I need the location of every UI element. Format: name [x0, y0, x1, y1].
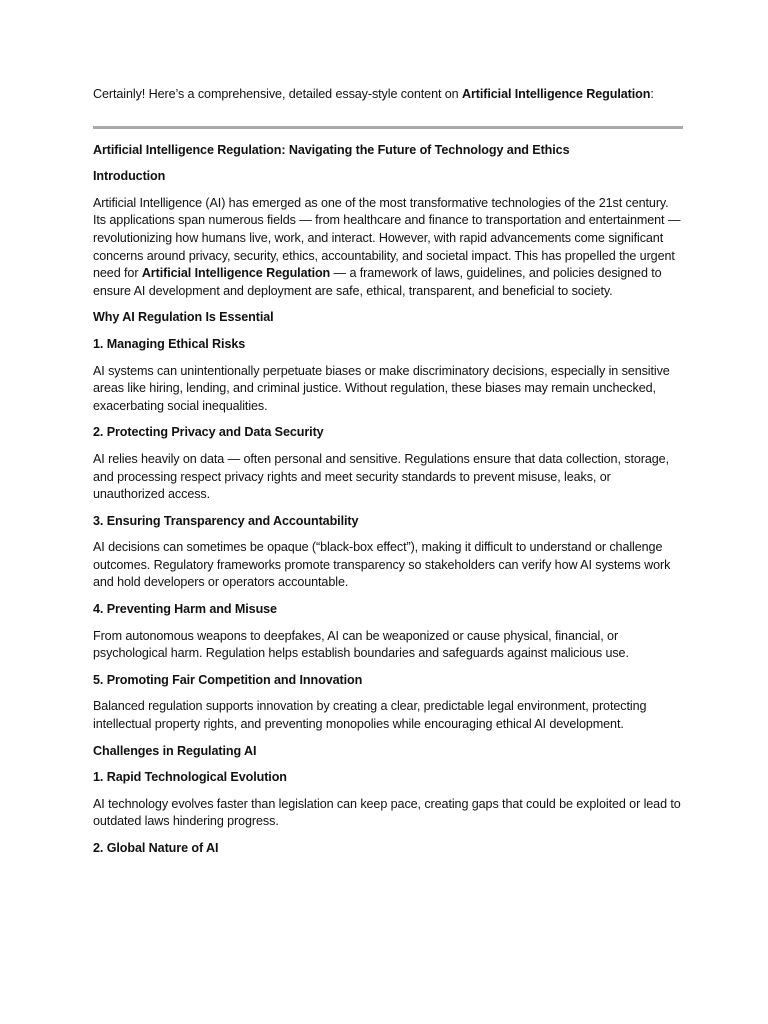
- why-item-heading: 5. Promoting Fair Competition and Innovation: [93, 672, 363, 687]
- preface-line: [93, 86, 683, 104]
- challenge-item-heading: 1. Rapid Technological Evolution: [93, 770, 287, 785]
- why-item-paragraph: From autonomous weapons to deepfakes, AI can be weaponized or cause physical, financial, or psychological harm. Regulation helps establish boundaries and safeguards against malicious use.: [93, 628, 629, 661]
- document-title: Artificial Intelligence Regulation: Navigating the Future of Technology and Ethics: [93, 142, 570, 157]
- challenge-item-heading: 2. Global Nature of AI: [93, 841, 219, 855]
- why-item-paragraph: Balanced regulation supports innovation by creating a clear, predictable legal environment, protecting intellectual property rights, and preventing monopolies while encouraging ethical AI development.: [93, 699, 647, 732]
- why-item-heading: 1. Managing Ethical Risks: [93, 336, 246, 351]
- introduction-text-end: — a framework of laws, guidelines, and policies designed to ensure AI development and deployment are safe, ethical, transparent, and beneficial to society.: [93, 266, 662, 298]
- document-page: [93, 86, 683, 867]
- why-item-paragraph: AI relies heavily on data — often personal and sensitive. Regulations ensure that data collection, storage, and processing respect privacy rights and meet security standards to prevent misuse, leaks, or unauthorized access.: [93, 451, 669, 502]
- why-item-paragraph: AI systems can unintentionally perpetuate biases or make discriminatory decisions, especially in sensitive areas like hiring, lending, and criminal justice. Without regulation, these biases may remain unchecked, exacerbating social inequalities.: [93, 363, 670, 413]
- preface-text: Certainly! Here’s a comprehensive, detailed essay-style content on: [93, 87, 462, 101]
- horizontal-rule: [93, 126, 683, 129]
- introduction-paragraph: [93, 195, 683, 301]
- why-item-heading: 4. Preventing Harm and Misuse: [93, 602, 277, 617]
- introduction-heading: Introduction: [93, 169, 166, 184]
- challenges-section-heading: Challenges in Regulating AI: [93, 743, 257, 758]
- introduction-text: Artificial Intelligence (AI) has emerged as one of the most transformative technologies of the 21st century. Its applications span numerous fields — from healthcare and finance to transportation and entertainment — revolutionizing how humans live, work, and interact. However, with rapid advancements come significant concerns around privacy, security, ethics, accountability, and societal impact. This has propelled the urgent need for: [93, 195, 681, 281]
- challenge-item-paragraph: AI technology evolves faster than legislation can keep pace, creating gaps that could be exploited or lead to outdated laws hindering progress.: [93, 796, 681, 829]
- why-item-heading: 2. Protecting Privacy and Data Security: [93, 425, 324, 440]
- preface-bold-term: Artificial Intelligence Regulation: [461, 87, 651, 101]
- why-section-heading: Why AI Regulation Is Essential: [93, 310, 274, 325]
- why-item-heading: 3. Ensuring Transparency and Accountability: [93, 513, 359, 528]
- preface-text-end: :: [650, 87, 654, 101]
- why-item-paragraph: AI decisions can sometimes be opaque (“black-box effect”), making it difficult to understand or challenge outcomes. Regulatory frameworks promote transparency so stakeholders can verify how AI systems work and hold developers or operators accountable.: [93, 540, 671, 590]
- introduction-bold-term: Artificial Intelligence Regulation: [141, 266, 331, 281]
